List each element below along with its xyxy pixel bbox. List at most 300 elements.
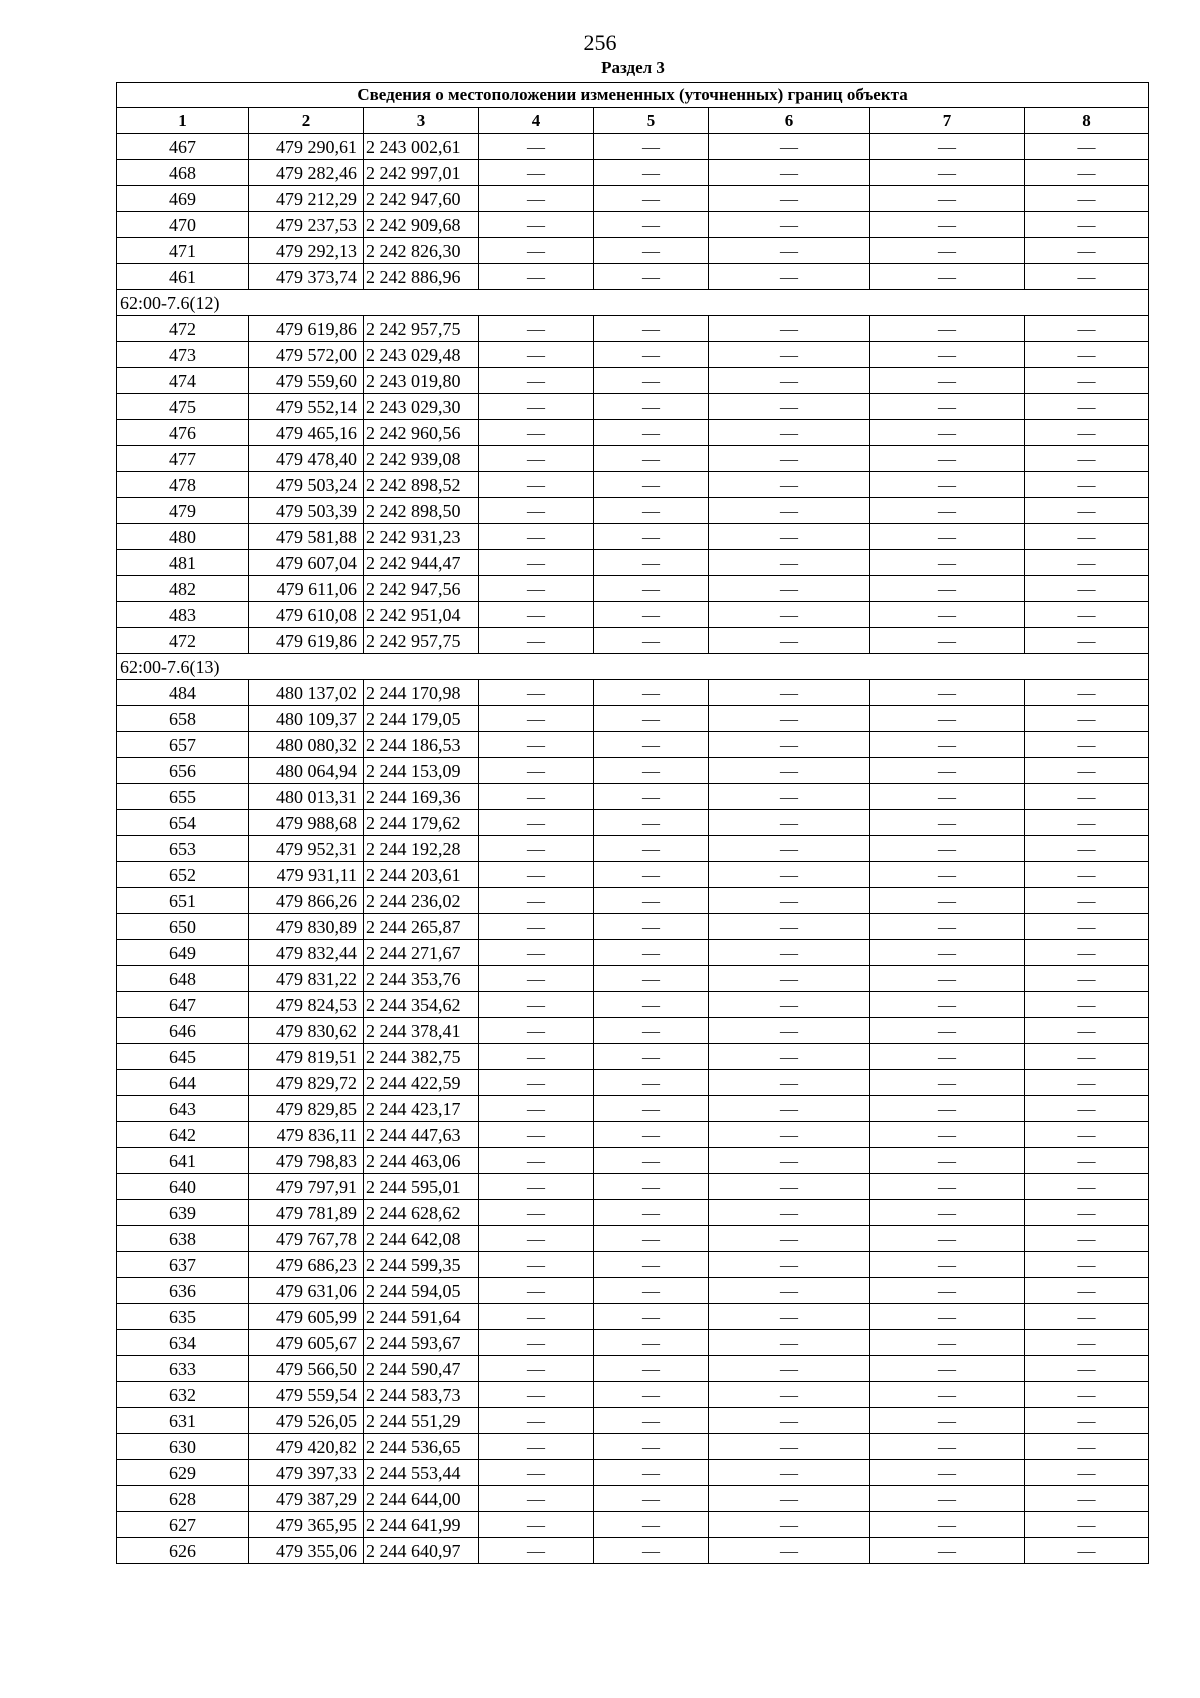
empty-value-cell: — (479, 1512, 594, 1538)
x-coordinate-cell: 480 137,02 (249, 680, 364, 706)
x-coordinate-cell: 479 836,11 (249, 1122, 364, 1148)
group-header-row (117, 290, 1149, 316)
empty-value-cell: — (594, 732, 709, 758)
x-coordinate-cell: 479 478,40 (249, 446, 364, 472)
empty-value-cell: — (1025, 888, 1149, 914)
empty-value-cell: — (479, 1174, 594, 1200)
y-coordinate-cell: 2 242 886,96 (364, 264, 479, 290)
point-number-cell: 655 (117, 784, 249, 810)
point-number-cell: 481 (117, 550, 249, 576)
empty-value-cell: — (870, 1434, 1025, 1460)
point-number-cell: 475 (117, 394, 249, 420)
empty-value-cell: — (709, 1408, 870, 1434)
point-number-cell: 626 (117, 1538, 249, 1564)
empty-value-cell: — (594, 498, 709, 524)
point-number-cell: 631 (117, 1408, 249, 1434)
empty-value-cell: — (1025, 1070, 1149, 1096)
empty-value-cell: — (870, 420, 1025, 446)
empty-value-cell: — (709, 264, 870, 290)
empty-value-cell: — (870, 1018, 1025, 1044)
point-number-cell: 654 (117, 810, 249, 836)
point-number-cell: 639 (117, 1200, 249, 1226)
point-number-cell: 471 (117, 238, 249, 264)
group-label: 62:00-7.6(13) (117, 654, 1149, 680)
x-coordinate-cell: 479 797,91 (249, 1174, 364, 1200)
point-number-cell: 653 (117, 836, 249, 862)
y-coordinate-cell: 2 244 536,65 (364, 1434, 479, 1460)
x-coordinate-cell: 480 013,31 (249, 784, 364, 810)
empty-value-cell: — (594, 238, 709, 264)
empty-value-cell: — (709, 1434, 870, 1460)
point-number-cell: 632 (117, 1382, 249, 1408)
empty-value-cell: — (1025, 186, 1149, 212)
point-number-cell: 484 (117, 680, 249, 706)
point-number-cell: 652 (117, 862, 249, 888)
empty-value-cell: — (1025, 1382, 1149, 1408)
x-coordinate-cell: 479 365,95 (249, 1512, 364, 1538)
empty-value-cell: — (1025, 134, 1149, 160)
y-coordinate-cell: 2 243 002,61 (364, 134, 479, 160)
x-coordinate-cell: 479 420,82 (249, 1434, 364, 1460)
point-number-cell: 472 (117, 628, 249, 654)
table-row (117, 498, 1149, 524)
empty-value-cell: — (870, 706, 1025, 732)
empty-value-cell: — (594, 1330, 709, 1356)
y-coordinate-cell: 2 244 644,00 (364, 1486, 479, 1512)
table-row (117, 966, 1149, 992)
point-number-cell: 638 (117, 1226, 249, 1252)
y-coordinate-cell: 2 244 170,98 (364, 680, 479, 706)
empty-value-cell: — (870, 134, 1025, 160)
empty-value-cell: — (594, 992, 709, 1018)
y-coordinate-cell: 2 244 236,02 (364, 888, 479, 914)
empty-value-cell: — (709, 992, 870, 1018)
empty-value-cell: — (709, 160, 870, 186)
empty-value-cell: — (479, 602, 594, 628)
empty-value-cell: — (594, 1174, 709, 1200)
column-header: 8 (1025, 108, 1149, 134)
empty-value-cell: — (1025, 1200, 1149, 1226)
point-number-cell: 646 (117, 1018, 249, 1044)
x-coordinate-cell: 479 355,06 (249, 1538, 364, 1564)
y-coordinate-cell: 2 243 029,30 (364, 394, 479, 420)
table-row (117, 1382, 1149, 1408)
point-number-cell: 641 (117, 1148, 249, 1174)
table-caption: Сведения о местоположении измененных (уточненных) границ объекта (117, 83, 1149, 108)
empty-value-cell: — (594, 394, 709, 420)
y-coordinate-cell: 2 244 354,62 (364, 992, 479, 1018)
empty-value-cell: — (870, 498, 1025, 524)
y-coordinate-cell: 2 244 265,87 (364, 914, 479, 940)
x-coordinate-cell: 479 830,89 (249, 914, 364, 940)
point-number-cell: 644 (117, 1070, 249, 1096)
empty-value-cell: — (1025, 394, 1149, 420)
table-row (117, 1434, 1149, 1460)
empty-value-cell: — (1025, 732, 1149, 758)
table-row (117, 888, 1149, 914)
y-coordinate-cell: 2 244 641,99 (364, 1512, 479, 1538)
y-coordinate-cell: 2 244 628,62 (364, 1200, 479, 1226)
empty-value-cell: — (709, 602, 870, 628)
table-row (117, 160, 1149, 186)
y-coordinate-cell: 2 244 642,08 (364, 1226, 479, 1252)
y-coordinate-cell: 2 242 944,47 (364, 550, 479, 576)
group-header-row (117, 654, 1149, 680)
column-header: 7 (870, 108, 1025, 134)
empty-value-cell: — (870, 914, 1025, 940)
table-row (117, 1304, 1149, 1330)
empty-value-cell: — (594, 472, 709, 498)
column-header: 2 (249, 108, 364, 134)
table-row (117, 1096, 1149, 1122)
x-coordinate-cell: 479 290,61 (249, 134, 364, 160)
empty-value-cell: — (1025, 680, 1149, 706)
empty-value-cell: — (594, 1486, 709, 1512)
point-number-cell: 657 (117, 732, 249, 758)
x-coordinate-cell: 479 212,29 (249, 186, 364, 212)
x-coordinate-cell: 479 559,60 (249, 368, 364, 394)
table-row (117, 472, 1149, 498)
empty-value-cell: — (1025, 212, 1149, 238)
y-coordinate-cell: 2 242 826,30 (364, 238, 479, 264)
y-coordinate-cell: 2 244 186,53 (364, 732, 479, 758)
empty-value-cell: — (479, 888, 594, 914)
empty-value-cell: — (709, 186, 870, 212)
empty-value-cell: — (709, 316, 870, 342)
x-coordinate-cell: 479 952,31 (249, 836, 364, 862)
empty-value-cell: — (709, 446, 870, 472)
empty-value-cell: — (594, 1226, 709, 1252)
empty-value-cell: — (870, 784, 1025, 810)
x-coordinate-cell: 479 237,53 (249, 212, 364, 238)
empty-value-cell: — (594, 940, 709, 966)
point-number-cell: 628 (117, 1486, 249, 1512)
y-coordinate-cell: 2 244 169,36 (364, 784, 479, 810)
column-header: 3 (364, 108, 479, 134)
empty-value-cell: — (870, 1330, 1025, 1356)
empty-value-cell: — (594, 1018, 709, 1044)
y-coordinate-cell: 2 242 898,52 (364, 472, 479, 498)
empty-value-cell: — (479, 446, 594, 472)
y-coordinate-cell: 2 244 153,09 (364, 758, 479, 784)
column-header-row (117, 108, 1149, 134)
empty-value-cell: — (709, 758, 870, 784)
empty-value-cell: — (870, 1304, 1025, 1330)
table-row (117, 836, 1149, 862)
empty-value-cell: — (709, 1200, 870, 1226)
column-header: 4 (479, 108, 594, 134)
empty-value-cell: — (709, 1096, 870, 1122)
y-coordinate-cell: 2 242 947,56 (364, 576, 479, 602)
empty-value-cell: — (1025, 1434, 1149, 1460)
y-coordinate-cell: 2 244 203,61 (364, 862, 479, 888)
y-coordinate-cell: 2 242 947,60 (364, 186, 479, 212)
empty-value-cell: — (709, 628, 870, 654)
table-row (117, 1486, 1149, 1512)
point-number-cell: 634 (117, 1330, 249, 1356)
y-coordinate-cell: 2 244 594,05 (364, 1278, 479, 1304)
x-coordinate-cell: 479 566,50 (249, 1356, 364, 1382)
table-row (117, 1356, 1149, 1382)
x-coordinate-cell: 479 581,88 (249, 524, 364, 550)
x-coordinate-cell: 479 611,06 (249, 576, 364, 602)
empty-value-cell: — (870, 1096, 1025, 1122)
point-number-cell: 482 (117, 576, 249, 602)
point-number-cell: 642 (117, 1122, 249, 1148)
point-number-cell: 650 (117, 914, 249, 940)
empty-value-cell: — (479, 940, 594, 966)
x-coordinate-cell: 479 631,06 (249, 1278, 364, 1304)
empty-value-cell: — (479, 732, 594, 758)
point-number-cell: 480 (117, 524, 249, 550)
empty-value-cell: — (870, 1486, 1025, 1512)
empty-value-cell: — (1025, 810, 1149, 836)
empty-value-cell: — (594, 1304, 709, 1330)
table-row (117, 524, 1149, 550)
empty-value-cell: — (594, 316, 709, 342)
point-number-cell: 469 (117, 186, 249, 212)
x-coordinate-cell: 479 931,11 (249, 862, 364, 888)
empty-value-cell: — (594, 888, 709, 914)
empty-value-cell: — (709, 732, 870, 758)
empty-value-cell: — (1025, 706, 1149, 732)
table-row (117, 758, 1149, 784)
coordinates-table (116, 82, 1149, 1564)
empty-value-cell: — (479, 472, 594, 498)
x-coordinate-cell: 479 829,85 (249, 1096, 364, 1122)
empty-value-cell: — (709, 1122, 870, 1148)
empty-value-cell: — (594, 758, 709, 784)
empty-value-cell: — (1025, 1096, 1149, 1122)
empty-value-cell: — (594, 160, 709, 186)
empty-value-cell: — (870, 1408, 1025, 1434)
empty-value-cell: — (709, 1148, 870, 1174)
empty-value-cell: — (1025, 862, 1149, 888)
empty-value-cell: — (870, 628, 1025, 654)
y-coordinate-cell: 2 244 553,44 (364, 1460, 479, 1486)
empty-value-cell: — (1025, 1408, 1149, 1434)
table-row (117, 992, 1149, 1018)
empty-value-cell: — (594, 368, 709, 394)
empty-value-cell: — (870, 602, 1025, 628)
point-number-cell: 651 (117, 888, 249, 914)
empty-value-cell: — (594, 1434, 709, 1460)
table-row (117, 576, 1149, 602)
empty-value-cell: — (1025, 1148, 1149, 1174)
table-row (117, 134, 1149, 160)
empty-value-cell: — (709, 836, 870, 862)
table-row (117, 550, 1149, 576)
empty-value-cell: — (870, 264, 1025, 290)
empty-value-cell: — (709, 238, 870, 264)
table-row (117, 1122, 1149, 1148)
empty-value-cell: — (479, 238, 594, 264)
point-number-cell: 635 (117, 1304, 249, 1330)
y-coordinate-cell: 2 244 192,28 (364, 836, 479, 862)
empty-value-cell: — (594, 1200, 709, 1226)
empty-value-cell: — (594, 1512, 709, 1538)
empty-value-cell: — (479, 1408, 594, 1434)
table-row (117, 1330, 1149, 1356)
x-coordinate-cell: 479 503,39 (249, 498, 364, 524)
point-number-cell: 630 (117, 1434, 249, 1460)
empty-value-cell: — (479, 628, 594, 654)
point-number-cell: 468 (117, 160, 249, 186)
y-coordinate-cell: 2 242 960,56 (364, 420, 479, 446)
x-coordinate-cell: 479 798,83 (249, 1148, 364, 1174)
empty-value-cell: — (1025, 836, 1149, 862)
empty-value-cell: — (709, 472, 870, 498)
table-row (117, 1174, 1149, 1200)
empty-value-cell: — (594, 1408, 709, 1434)
x-coordinate-cell: 479 605,67 (249, 1330, 364, 1356)
empty-value-cell: — (479, 160, 594, 186)
empty-value-cell: — (594, 706, 709, 732)
empty-value-cell: — (479, 264, 594, 290)
empty-value-cell: — (479, 862, 594, 888)
empty-value-cell: — (479, 394, 594, 420)
y-coordinate-cell: 2 244 423,17 (364, 1096, 479, 1122)
empty-value-cell: — (870, 524, 1025, 550)
empty-value-cell: — (594, 914, 709, 940)
empty-value-cell: — (594, 862, 709, 888)
table-row (117, 1044, 1149, 1070)
empty-value-cell: — (594, 524, 709, 550)
empty-value-cell: — (594, 212, 709, 238)
empty-value-cell: — (870, 1148, 1025, 1174)
empty-value-cell: — (709, 888, 870, 914)
empty-value-cell: — (709, 680, 870, 706)
empty-value-cell: — (479, 368, 594, 394)
y-coordinate-cell: 2 244 593,67 (364, 1330, 479, 1356)
table-row (117, 810, 1149, 836)
y-coordinate-cell: 2 243 029,48 (364, 342, 479, 368)
x-coordinate-cell: 480 080,32 (249, 732, 364, 758)
empty-value-cell: — (479, 914, 594, 940)
empty-value-cell: — (870, 472, 1025, 498)
empty-value-cell: — (870, 446, 1025, 472)
y-coordinate-cell: 2 244 583,73 (364, 1382, 479, 1408)
empty-value-cell: — (479, 1122, 594, 1148)
empty-value-cell: — (709, 940, 870, 966)
x-coordinate-cell: 479 831,22 (249, 966, 364, 992)
empty-value-cell: — (709, 498, 870, 524)
y-coordinate-cell: 2 242 957,75 (364, 316, 479, 342)
x-coordinate-cell: 479 526,05 (249, 1408, 364, 1434)
table-row (117, 316, 1149, 342)
y-coordinate-cell: 2 242 997,01 (364, 160, 479, 186)
y-coordinate-cell: 2 243 019,80 (364, 368, 479, 394)
table-row (117, 706, 1149, 732)
empty-value-cell: — (479, 1278, 594, 1304)
y-coordinate-cell: 2 244 590,47 (364, 1356, 479, 1382)
point-number-cell: 473 (117, 342, 249, 368)
empty-value-cell: — (479, 966, 594, 992)
empty-value-cell: — (1025, 368, 1149, 394)
empty-value-cell: — (870, 966, 1025, 992)
empty-value-cell: — (1025, 160, 1149, 186)
empty-value-cell: — (870, 732, 1025, 758)
table-row (117, 1512, 1149, 1538)
point-number-cell: 649 (117, 940, 249, 966)
table-row (117, 862, 1149, 888)
table-row (117, 1200, 1149, 1226)
empty-value-cell: — (479, 810, 594, 836)
y-coordinate-cell: 2 244 378,41 (364, 1018, 479, 1044)
y-coordinate-cell: 2 244 595,01 (364, 1174, 479, 1200)
table-body (117, 83, 1149, 1564)
empty-value-cell: — (594, 576, 709, 602)
y-coordinate-cell: 2 244 179,62 (364, 810, 479, 836)
empty-value-cell: — (479, 1252, 594, 1278)
empty-value-cell: — (594, 836, 709, 862)
point-number-cell: 643 (117, 1096, 249, 1122)
empty-value-cell: — (709, 1278, 870, 1304)
empty-value-cell: — (479, 992, 594, 1018)
empty-value-cell: — (1025, 1330, 1149, 1356)
y-coordinate-cell: 2 244 422,59 (364, 1070, 479, 1096)
point-number-cell: 476 (117, 420, 249, 446)
empty-value-cell: — (594, 1382, 709, 1408)
table-row (117, 732, 1149, 758)
empty-value-cell: — (594, 264, 709, 290)
x-coordinate-cell: 479 559,54 (249, 1382, 364, 1408)
table-row (117, 264, 1149, 290)
x-coordinate-cell: 479 619,86 (249, 316, 364, 342)
empty-value-cell: — (479, 836, 594, 862)
empty-value-cell: — (479, 1460, 594, 1486)
empty-value-cell: — (709, 368, 870, 394)
point-number-cell: 656 (117, 758, 249, 784)
table-row (117, 1070, 1149, 1096)
empty-value-cell: — (870, 810, 1025, 836)
x-coordinate-cell: 479 465,16 (249, 420, 364, 446)
empty-value-cell: — (870, 1252, 1025, 1278)
empty-value-cell: — (709, 784, 870, 810)
y-coordinate-cell: 2 242 909,68 (364, 212, 479, 238)
empty-value-cell: — (709, 914, 870, 940)
column-header: 1 (117, 108, 249, 134)
table-row (117, 914, 1149, 940)
empty-value-cell: — (870, 576, 1025, 602)
x-coordinate-cell: 479 866,26 (249, 888, 364, 914)
empty-value-cell: — (479, 342, 594, 368)
empty-value-cell: — (1025, 524, 1149, 550)
empty-value-cell: — (479, 1538, 594, 1564)
empty-value-cell: — (594, 1460, 709, 1486)
empty-value-cell: — (479, 212, 594, 238)
x-coordinate-cell: 479 605,99 (249, 1304, 364, 1330)
empty-value-cell: — (870, 1122, 1025, 1148)
table-row (117, 784, 1149, 810)
empty-value-cell: — (870, 862, 1025, 888)
y-coordinate-cell: 2 242 931,23 (364, 524, 479, 550)
empty-value-cell: — (1025, 758, 1149, 784)
empty-value-cell: — (1025, 576, 1149, 602)
empty-value-cell: — (870, 1200, 1025, 1226)
empty-value-cell: — (870, 1382, 1025, 1408)
empty-value-cell: — (1025, 1226, 1149, 1252)
empty-value-cell: — (479, 576, 594, 602)
point-number-cell: 648 (117, 966, 249, 992)
x-coordinate-cell: 480 064,94 (249, 758, 364, 784)
empty-value-cell: — (870, 1070, 1025, 1096)
empty-value-cell: — (870, 1460, 1025, 1486)
empty-value-cell: — (870, 342, 1025, 368)
empty-value-cell: — (870, 680, 1025, 706)
table-row (117, 368, 1149, 394)
empty-value-cell: — (709, 524, 870, 550)
